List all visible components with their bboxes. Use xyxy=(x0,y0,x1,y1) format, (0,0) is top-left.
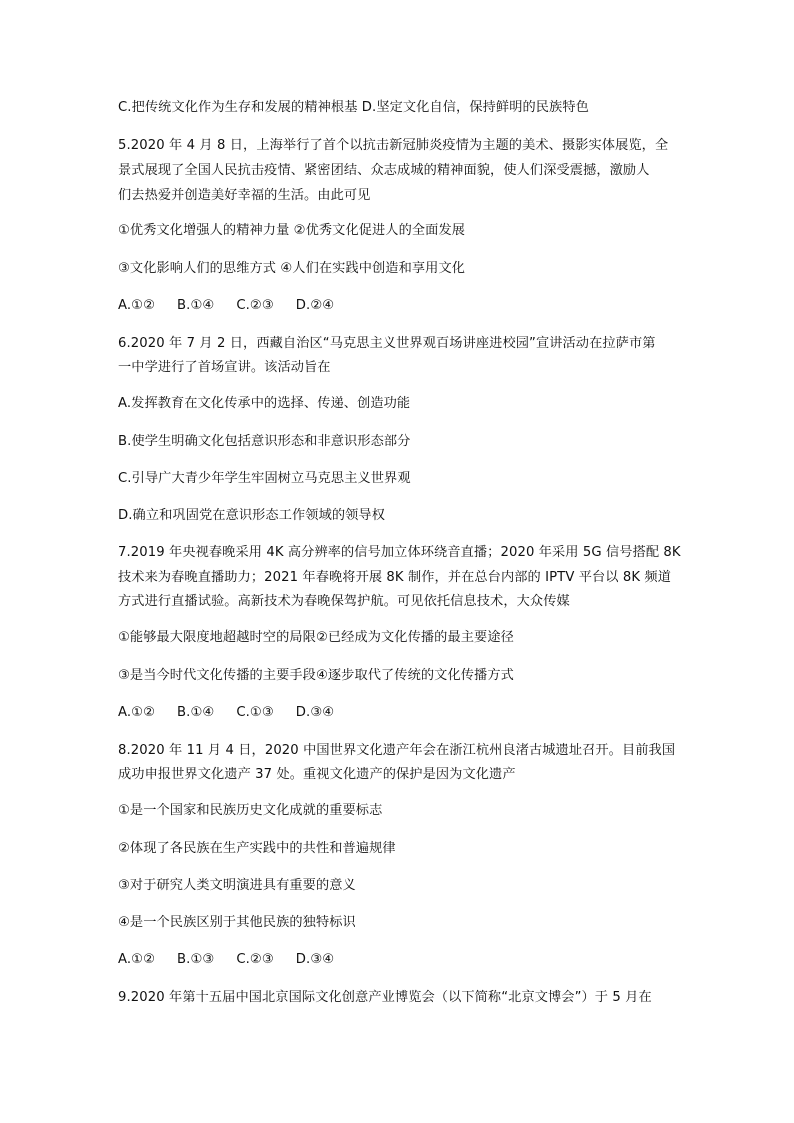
q6-option-a: A.发挥教育在文化传承中的选择、传递、创造功能 xyxy=(118,396,411,411)
q5-statement-34: ③文化影响人们的思维方式 ④人们在实践中创造和享用文化 xyxy=(118,261,466,276)
q5-statement-12: ①优秀文化增强人的精神力量 ②优秀文化促进人的全面发展 xyxy=(118,223,466,238)
q6-stem-line-1: 6.2020 年 7 月 2 日，西藏自治区“马克思主义世界观百场讲座进校园”宣讲活动在拉萨市第 xyxy=(118,336,656,351)
q7-option-b: B.①④ xyxy=(177,705,215,720)
q7-options xyxy=(118,703,688,723)
q7-stem-line-3: 方式进行直播试验。高新技术为春晚保驾护航。可见依托信息技术，大众传媒 xyxy=(118,594,570,609)
q8-option-a: A.①② xyxy=(118,952,156,967)
q9-stem-line-1: 9.2020 年第十五届中国北京国际文化创意产业博览会（以下简称“北京文博会”）于 5 月在 xyxy=(118,990,652,1005)
q5-option-b: B.①④ xyxy=(177,298,215,313)
q6-option-b: B.使学生明确文化包括意识形态和非意识形态部分 xyxy=(118,434,411,449)
q7-stem-line-2: 技术来为春晚直播助力；2021 年春晚将开展 8K 制作，并在总台内部的 IPTV 平台以 8K 频道 xyxy=(118,570,671,585)
q7-statement-34: ③是当今时代文化传播的主要手段④逐步取代了传统的文化传播方式 xyxy=(118,668,514,683)
q7-stem-line-1: 7.2019 年央视春晚采用 4K 高分辨率的信号加立体环绕音直播；2020 年采用 5G 信号搭配 8K xyxy=(118,545,681,560)
q5-stem-line-1: 5.2020 年 4 月 8 日，上海举行了首个以抗击新冠肺炎疫情为主题的美术、摄影实体展览，全 xyxy=(118,138,669,153)
q8-stem-line-2: 成功申报世界文化遗产 37 处。重视文化遗产的保护是因为文化遗产 xyxy=(118,767,516,782)
q8-option-d: D.③④ xyxy=(295,952,335,967)
q8-statement-1: ①是一个国家和民族历史文化成就的重要标志 xyxy=(118,803,383,818)
q8-statement-2: ②体现了各民族在生产实践中的共性和普遍规律 xyxy=(118,841,396,856)
q7-option-d: D.③④ xyxy=(295,705,335,720)
q8-statement-4: ④是一个民族区别于其他民族的独特标识 xyxy=(118,915,356,930)
q5-stem-line-2: 景式展现了全国人民抗击疫情、紧密团结、众志成城的精神面貌，使人们深受震撼，激励人 xyxy=(118,163,650,178)
q8-stem-line-1: 8.2020 年 11 月 4 日，2020 中国世界文化遗产年会在浙江杭州良渚古城遗址召开。目前我国 xyxy=(118,743,676,758)
q7-option-a: A.①② xyxy=(118,705,156,720)
q6-option-d: D.确立和巩固党在意识形态工作领域的领导权 xyxy=(118,508,386,523)
q8-option-c: C.②③ xyxy=(236,952,274,967)
q5-option-d: D.②④ xyxy=(295,298,335,313)
q7-statement-12: ①能够最大限度地超越时空的局限②已经成为文化传播的最主要途径 xyxy=(118,630,514,645)
q6-option-c: C.引导广大青少年学生牢固树立马克思主义世界观 xyxy=(118,471,411,486)
q8-statement-3: ③对于研究人类文明演进具有重要的意义 xyxy=(118,878,356,893)
q4-option-cd: C.把传统文化作为生存和发展的精神根基 D.坚定文化自信，保持鲜明的民族特色 xyxy=(118,100,589,115)
q5-option-c: C.②③ xyxy=(236,298,274,313)
q8-options xyxy=(118,950,688,970)
q5-options xyxy=(118,296,688,316)
q8-option-b: B.①③ xyxy=(177,952,215,967)
q6-stem-line-2: 一中学进行了首场宣讲。该活动旨在 xyxy=(118,360,331,375)
q5-stem-line-3: 们去热爱并创造美好幸福的生活。由此可见 xyxy=(118,188,371,203)
q5-option-a: A.①② xyxy=(118,298,156,313)
q7-option-c: C.①③ xyxy=(236,705,274,720)
